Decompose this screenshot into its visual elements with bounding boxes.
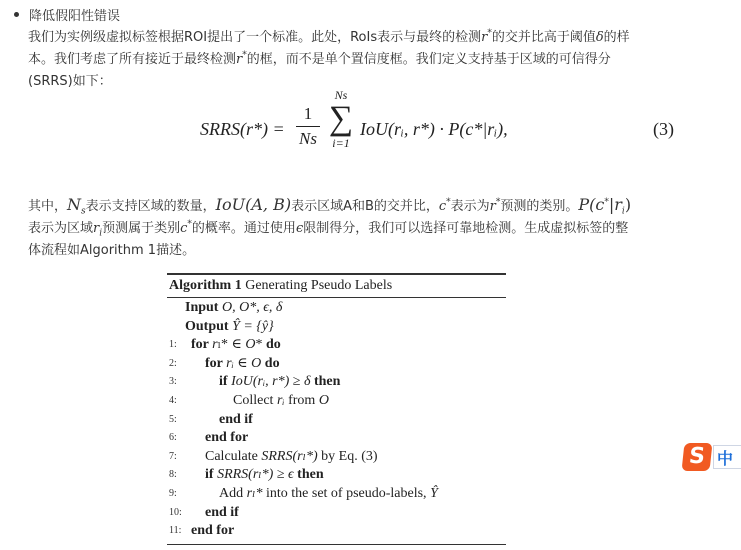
line-number: 1: xyxy=(169,339,177,351)
equation-srrs xyxy=(200,88,680,168)
math-var: r xyxy=(489,199,496,214)
algorithm-line xyxy=(167,373,506,392)
text: 表示为区域 xyxy=(28,221,94,236)
text: 的交并比高于阈值 xyxy=(491,30,596,45)
text: * xyxy=(255,337,266,353)
line-code xyxy=(219,373,340,392)
bullet-heading xyxy=(14,6,120,28)
line-number: 8: xyxy=(169,469,177,481)
algorithm-input xyxy=(167,299,506,318)
keyword: if xyxy=(219,374,232,390)
sigma-icon: ∑ xyxy=(328,100,354,137)
output-keyword: Output xyxy=(185,318,229,334)
math-prob: |r xyxy=(608,195,622,214)
text: by Eq. (3) xyxy=(317,448,378,464)
text: from xyxy=(284,392,319,408)
line-number: 11: xyxy=(169,525,182,537)
line-code xyxy=(191,522,234,541)
keyword: end if xyxy=(205,504,239,520)
math-expr: rₗ* xyxy=(246,485,263,501)
math-expr: r xyxy=(212,337,218,353)
math-expr: O xyxy=(251,355,262,371)
math-sup: * xyxy=(446,197,451,208)
math-var: c xyxy=(180,221,188,236)
sum-lower-limit: i=1 xyxy=(332,136,350,150)
text: 限制得分，我们可以选择可靠地检测。生成虚拟标签的整 xyxy=(303,221,629,236)
line-number: 10: xyxy=(169,506,182,518)
math-sup: * xyxy=(604,197,609,208)
math-sub: s xyxy=(81,206,86,217)
keyword: do xyxy=(265,337,281,353)
text: into the set of pseudo-labels, xyxy=(262,485,431,501)
para2-line3: 体流程如Algorithm 1描述。 xyxy=(28,243,196,258)
algorithm-body xyxy=(167,298,506,541)
para2-line1 xyxy=(28,194,688,218)
para1-line2 xyxy=(28,49,688,71)
math-sup: * xyxy=(487,28,492,39)
line-code xyxy=(205,504,239,523)
summation xyxy=(326,88,356,150)
keyword: if xyxy=(205,467,218,483)
algorithm-output xyxy=(167,318,506,337)
keyword: then xyxy=(293,467,324,483)
keyword: do xyxy=(261,355,280,371)
ime-toolbar[interactable] xyxy=(683,441,741,475)
algorithm-line xyxy=(167,485,506,504)
para1-line3: (SRRS)如下： xyxy=(28,74,112,89)
algorithm-line xyxy=(167,411,506,430)
math-var: r xyxy=(236,52,243,67)
math-sup: * xyxy=(187,219,192,230)
keyword: end for xyxy=(191,523,235,539)
text: Calculate xyxy=(205,448,262,464)
line-code xyxy=(219,411,253,430)
text: 我们为实例级虚拟标签根据ROI提出了一个标准。此处，RoIs表示与最终的检测 xyxy=(28,30,482,45)
math-expr: rᵢ xyxy=(226,355,234,371)
text: ₗ* ∈ xyxy=(217,337,246,353)
line-code xyxy=(205,448,378,467)
equation-fraction xyxy=(296,104,320,149)
text: 预测属于类别 xyxy=(102,221,181,236)
equation-rhs: IoU(rᵢ, r*) · P(c*|rᵢ), xyxy=(360,119,508,139)
algorithm-line xyxy=(167,429,506,448)
math-var: N xyxy=(67,195,82,214)
math-delta: δ xyxy=(595,30,604,45)
line-code xyxy=(205,355,280,374)
text: 的概率。通过使用 xyxy=(191,221,296,236)
text: 的样 xyxy=(603,30,630,45)
algorithm-line xyxy=(167,504,506,523)
fraction-denominator: Ns xyxy=(299,129,317,148)
algorithm-line xyxy=(167,522,506,541)
algorithm-line xyxy=(167,355,506,374)
keyword: for xyxy=(191,337,213,353)
math-prob: P(c xyxy=(578,195,605,214)
line-number: 6: xyxy=(169,432,177,444)
sogou-logo-icon[interactable]: S xyxy=(682,443,713,471)
input-value: O, O*, ϵ, δ xyxy=(218,300,283,315)
algorithm-box xyxy=(167,273,506,545)
algorithm-line xyxy=(167,448,506,467)
para1-line1 xyxy=(28,27,688,49)
math-expr: SRRS(rₗ*) ≥ ϵ xyxy=(217,467,294,483)
line-number: 3: xyxy=(169,376,177,388)
math-epsilon: ϵ xyxy=(295,221,304,236)
keyword: then xyxy=(310,374,341,390)
output-value: Ŷ = {ŷ} xyxy=(228,318,274,334)
text: Collect xyxy=(233,392,277,408)
algorithm-name: Generating Pseudo Labels xyxy=(241,278,393,293)
math-sup: * xyxy=(242,50,247,61)
keyword: end if xyxy=(219,411,253,427)
line-code xyxy=(205,466,324,485)
algorithm-title xyxy=(167,275,506,297)
text: Add xyxy=(219,485,247,501)
paragraph-srrs-intro xyxy=(28,27,688,93)
input-keyword: Input xyxy=(185,300,219,315)
line-number: 7: xyxy=(169,450,177,462)
math-prob: ) xyxy=(624,195,632,214)
math-expr: O xyxy=(318,392,329,408)
paragraph-explanation xyxy=(28,194,688,262)
algorithm-label: Algorithm 1 xyxy=(169,278,242,293)
line-code xyxy=(191,336,281,355)
equation-lhs: SRRS(r*) = xyxy=(200,119,285,139)
line-number: 9: xyxy=(169,487,177,499)
line-number: 5: xyxy=(169,413,177,425)
math-expr: SRRS(rₗ*) xyxy=(261,448,318,464)
algorithm-line xyxy=(167,336,506,355)
text: 其中， xyxy=(28,199,68,214)
text: 本。我们考虑了所有接近于最终检测 xyxy=(28,52,237,67)
para2-line2 xyxy=(28,218,688,240)
math-sup: * xyxy=(495,197,501,208)
keyword: end for xyxy=(205,430,249,446)
math-expr: rᵢ xyxy=(276,392,285,408)
text: 的框，而不是单个置信度框。我们定义支持基于区域的可信得分 xyxy=(246,52,611,67)
math-expr: IoU(rᵢ, r*) ≥ δ xyxy=(231,374,311,390)
keyword: for xyxy=(205,355,227,371)
algorithm-bottom-rule xyxy=(167,544,506,545)
math-expr: Ŷ xyxy=(430,485,438,501)
math-iou: IoU(A, B) xyxy=(215,195,292,214)
ime-language-toggle[interactable]: 中 xyxy=(717,449,734,468)
algorithm-line xyxy=(167,392,506,411)
math-var: r xyxy=(93,221,100,236)
fraction-bar xyxy=(296,126,320,127)
math-var: r xyxy=(481,30,488,45)
line-number: 2: xyxy=(169,357,177,369)
line-code xyxy=(219,485,438,504)
algorithm-line xyxy=(167,466,506,485)
bullet-dot-icon xyxy=(14,12,19,17)
sum-upper-limit: Ns xyxy=(334,88,348,102)
text: 表示区域A和B的交并比， xyxy=(291,199,439,214)
bullet-title: 降低假阳性错误 xyxy=(29,9,121,24)
equation-number: (3) xyxy=(653,119,674,139)
text: 表示支持区域的数量， xyxy=(85,199,216,214)
math-expr: O xyxy=(245,337,256,353)
fraction-numerator: 1 xyxy=(303,104,313,123)
math-sub: i xyxy=(621,206,625,217)
text: 表示为 xyxy=(450,199,490,214)
math-sub: i xyxy=(99,228,103,239)
text: 预测的类别。 xyxy=(500,199,579,214)
text: ∈ xyxy=(233,355,252,371)
math-var: c xyxy=(438,199,447,214)
line-code xyxy=(233,392,329,411)
line-number: 4: xyxy=(169,394,177,406)
line-code xyxy=(205,429,248,448)
